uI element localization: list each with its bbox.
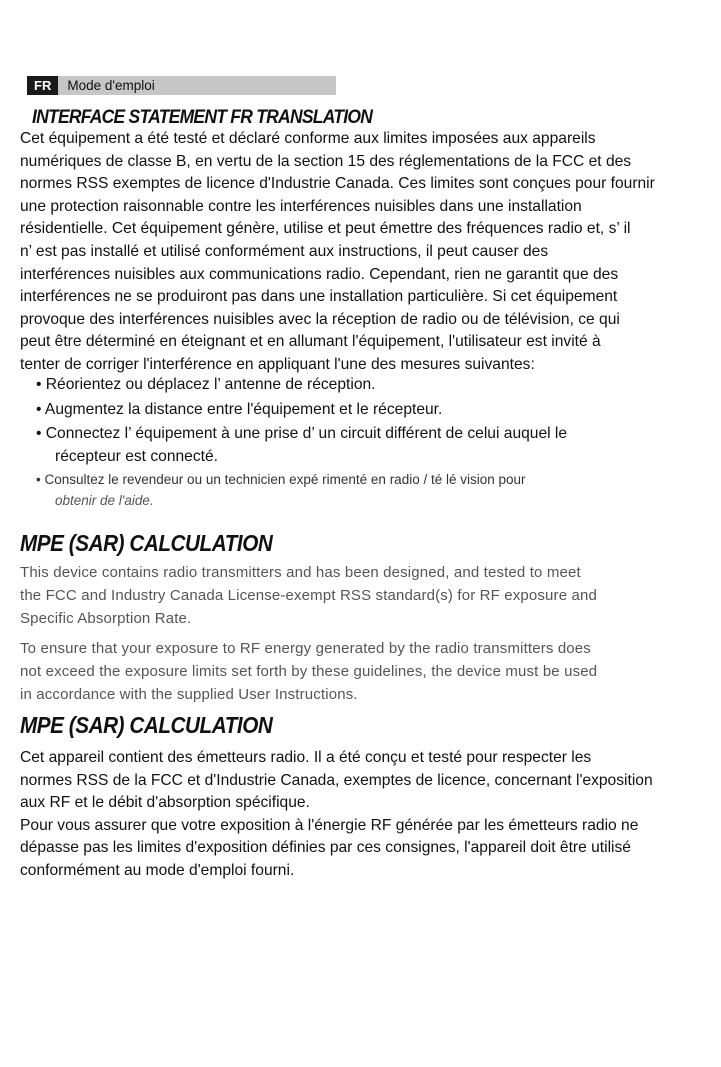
text-line: normes RSS exemptes de licence d'Industrie Canada. Ces limites sont conçues pour fournir (20, 175, 655, 193)
text-line: aux RF et le débit d'absorption spécifique. (20, 794, 310, 812)
text-line: peut être déterminé en éteignant et en allumant l'équipement, l'utilisateur est invité à (20, 333, 601, 351)
text-line: Pour vous assurer que votre exposition à l'énergie RF générée par les émetteurs radio ne (20, 816, 639, 834)
header-title: Mode d'emploi (67, 78, 155, 93)
list-item: • Augmentez la distance entre l'équipement et le récepteur. (36, 401, 443, 418)
mpe-paragraph-2 (20, 637, 597, 706)
text-line: Cet appareil contient des émetteurs radio. Il a été conçu et testé pour respecter les (20, 749, 592, 766)
mpe-paragraph-1 (20, 561, 597, 630)
list-item: • Connectez l’ équipement à une prise d’ un circuit différent de celui auquel le (36, 425, 568, 442)
list-item-continuation: obtenir de l'aide. (55, 493, 154, 508)
mpe-body-fr (20, 747, 653, 883)
interface-statement-heading: INTERFACE STATEMENT FR TRANSLATION (32, 107, 373, 128)
text-line: dépasse pas les limites d'exposition définies par ces consignes, l'appareil doit être utilisé (20, 839, 631, 857)
list-item: • Réorientez ou déplacez l’ antenne de réception. (36, 376, 376, 393)
text-line: Specific Absorption Rate. (20, 610, 192, 627)
text-line: résidentielle. Cet équipement génère, utilise et peut émettre des fréquences radio et, s’ il (20, 220, 631, 238)
text-line: Cet équipement a été testé et déclaré conforme aux limites imposées aux appareils (20, 130, 596, 147)
mpe-heading-fr: MPE (SAR) CALCULATION (20, 712, 273, 738)
measures-list (36, 372, 567, 511)
text-line: interférences ne se produiront pas dans une installation particulière. Si cet équipement (20, 288, 618, 306)
mpe-heading-en: MPE (SAR) CALCULATION (20, 530, 273, 556)
text-line: This device contains radio transmitters and has been designed, and tested to meet (20, 564, 581, 581)
interface-statement-body (20, 128, 655, 377)
text-line: normes RSS de la FCC et d'Industrie Canada, exemptes de licence, concernant l'exposition (20, 771, 653, 789)
language-badge: FR (27, 76, 58, 95)
text-line: numériques de classe B, en vertu de la section 15 des réglementations de la FCC et des (20, 152, 632, 170)
list-item: • Consultez le revendeur ou un technicien expé rimenté en radio / té lé vision pour (36, 472, 526, 487)
text-line: in accordance with the supplied User Instructions. (20, 686, 358, 703)
text-line: tenter de corriger l'interférence en appliquant l'une des mesures suivantes: (20, 355, 535, 373)
section-header-bar (27, 76, 336, 95)
text-line: To ensure that your exposure to RF energy generated by the radio transmitters does (20, 640, 591, 657)
text-line: provoque des interférences nuisibles avec la réception de radio ou de télévision, ce qui (20, 310, 620, 328)
text-line: conformément au mode d'emploi fourni. (20, 861, 295, 879)
list-item-continuation: récepteur est connecté. (55, 448, 218, 465)
text-line: n’ est pas installé et utilisé conformément aux instructions, il peut causer des (20, 242, 549, 260)
text-line: interférences nuisibles aux communications radio. Cependant, rien ne garantit que des (20, 265, 619, 283)
text-line: not exceed the exposure limits set forth by these guidelines, the device must be used (20, 663, 598, 680)
text-line: the FCC and Industry Canada License-exempt RSS standard(s) for RF exposure and (20, 587, 597, 604)
text-line: une protection raisonnable contre les interférences nuisibles dans une installation (20, 197, 582, 215)
